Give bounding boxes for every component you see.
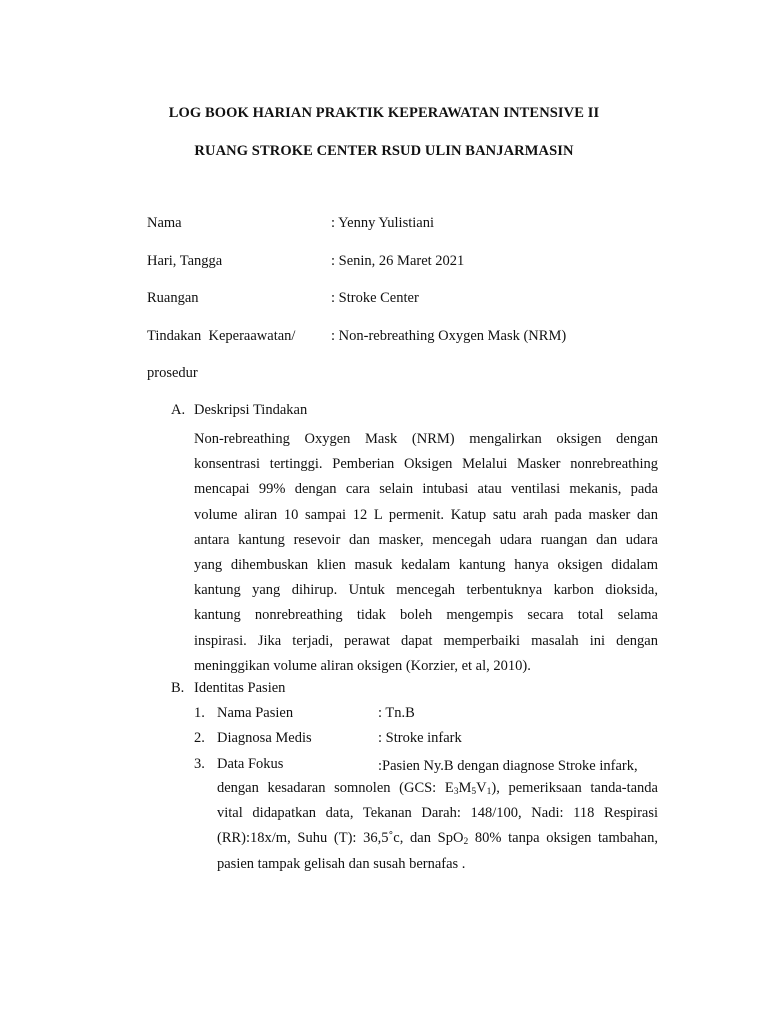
paragraph-line: volume aliran 10 sampai 12 L permenit. Katup satu arah pada masker dan <box>194 506 658 523</box>
section-a-paragraph <box>194 427 658 679</box>
diagnosa-medis-value: : Stroke infark <box>378 730 462 746</box>
gcs-v-letter: V <box>476 780 487 796</box>
data-fokus-label: Data Fokus <box>217 756 284 772</box>
section-a-title: Deskripsi Tindakan <box>194 402 308 418</box>
paragraph-line: mencapai 99% dengan cara selain intubasi atau ventilasi mekanis, pada <box>194 481 658 498</box>
spo2-sub: 2 <box>463 837 469 848</box>
fokus-line-2 <box>217 776 658 801</box>
tindakan-value: : Non-rebreathing Oxygen Mask (NRM) <box>331 328 567 344</box>
section-b-marker: B. <box>171 680 185 696</box>
data-fokus-text <box>217 751 658 877</box>
fokus-text: dengan kesadaran somnolen (GCS: E <box>217 780 454 796</box>
hari-value: : Senin, 26 Maret 2021 <box>331 253 465 269</box>
nama-value: : Yenny Yulistiani <box>331 215 434 231</box>
fokus-line-5: pasien tampak gelisah dan susah bernafas . <box>217 855 466 872</box>
ruangan-label: Ruangan <box>147 290 199 306</box>
list-item-number: 1. <box>194 705 205 721</box>
paragraph-line: kantung nonrebreathing tidak boleh mengempis secara total selama <box>194 607 658 624</box>
gcs-e-sub: 3 <box>453 787 459 797</box>
section-a-marker: A. <box>171 402 186 418</box>
paragraph-line: meninggikan volume aliran oksigen (Korzier, et al, 2010). <box>194 657 531 674</box>
document-title: LOG BOOK HARIAN PRAKTIK KEPERAWATAN INTENSIVE II <box>168 105 600 121</box>
hari-label: Hari, Tangga <box>147 253 223 269</box>
fokus-text: (RR):18x/m, Suhu (T): 36,5˚c, dan SpO <box>217 830 464 847</box>
paragraph-line: konsentrasi tertinggi. Pemberian Oksigen Melalui Masker nonrebreathing <box>194 456 658 473</box>
fokus-text: 80% tanpa oksigen tambahan, <box>468 830 658 847</box>
fokus-line-3: vital didapatkan data, Tekanan Darah: 148/100, Nadi: 118 Respirasi <box>217 805 658 822</box>
diagnosa-medis-label: Diagnosa Medis <box>217 730 312 746</box>
paragraph-line: Non-rebreathing Oxygen Mask (NRM) mengalirkan oksigen dengan <box>194 431 658 447</box>
nama-label: Nama <box>147 215 182 231</box>
list-item-number: 3. <box>194 756 205 772</box>
nama-pasien-value: : Tn.B <box>378 705 415 721</box>
prosedur-label: prosedur <box>147 365 198 381</box>
tindakan-label: Tindakan Keperaawatan/ <box>147 328 296 344</box>
ruangan-value: : Stroke Center <box>331 290 419 306</box>
fokus-line-4 <box>217 826 658 851</box>
gcs-v-sub: 1 <box>486 787 492 797</box>
paragraph-line: inspirasi. Jika terjadi, perawat dapat memperbaiki masalah ini dengan <box>194 632 658 649</box>
gcs-m-sub: 5 <box>471 787 477 797</box>
nama-pasien-label: Nama Pasien <box>217 705 294 721</box>
fokus-text: ), pemeriksaan tanda-tanda <box>491 780 658 796</box>
section-b-title: Identitas Pasien <box>194 680 286 696</box>
document-subtitle: RUANG STROKE CENTER RSUD ULIN BANJARMASIN <box>194 143 574 159</box>
fokus-line-1: :Pasien Ny.B dengan diagnose Stroke infark, <box>378 758 638 774</box>
paragraph-line: yang dihembuskan klien masuk kedalam kantung hanya oksigen didalam <box>194 557 658 574</box>
paragraph-line: antara kantung resevoir dan masker, mencegah udara ruangan dan udara <box>194 531 658 548</box>
gcs-m-letter: M <box>458 780 472 796</box>
paragraph-line: kantung yang dihirup. Untuk mencegah terbentuknya karbon dioksida, <box>194 582 658 599</box>
list-item-number: 2. <box>194 730 205 746</box>
